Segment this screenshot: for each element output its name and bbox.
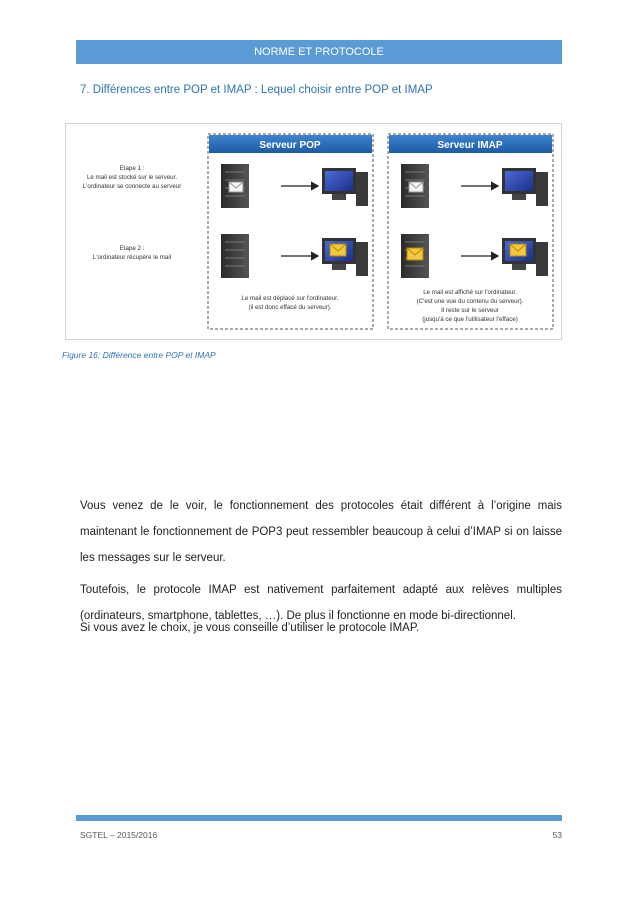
server-icon: [221, 234, 249, 278]
paragraph-2: Toutefois, le protocole IMAP est nativement parfaitement adapté aux relèves multiples (ordinateurs, smartphone, tablettes, …). De plus il fonctionne en mode bi-directionnel.: [80, 584, 562, 622]
pop-note-line: (il est donc effacé du serveur).: [248, 304, 332, 311]
envelope-icon: [330, 244, 346, 256]
pop-panel-title: Serveur POP: [259, 140, 321, 151]
imap-panel: [388, 134, 553, 329]
pop-note-line: Le mail est déplacé sur l'ordinateur.: [241, 295, 339, 302]
imap-note-line: Le mail est affiché sur l'ordinateur.: [423, 289, 517, 296]
figure-caption: Figure 16: Différence entre POP et IMAP: [62, 350, 216, 360]
header-bar: [76, 40, 562, 64]
step1-label: [83, 165, 182, 190]
envelope-icon: [407, 248, 423, 260]
step2-label: [93, 245, 171, 261]
step1-line: Etape 1 :: [119, 165, 145, 172]
footer-left-text: SGTEL – 2015/2016: [80, 830, 158, 840]
paragraph-1: Vous venez de le voir, le fonctionnement des protocoles était différent à l’origine mais maintenant le fonctionnement de POP3 peut ressembler beaucoup à celui d’IMAP si on laisse les messages sur le serveur.: [80, 500, 562, 564]
step1-line: Le mail est stocké sur le serveur.: [86, 174, 178, 181]
envelope-icon: [229, 182, 243, 192]
page-number: 53: [552, 830, 562, 840]
section-title: 7. Différences entre POP et IMAP : Lequel choisir entre POP et IMAP: [80, 84, 433, 96]
step2-line: L'ordinateur récupère le mail: [92, 254, 172, 261]
imap-panel-title: Serveur IMAP: [437, 140, 503, 151]
header-title: NORME ET PROTOCOLE: [254, 46, 384, 58]
step2-line: Etape 2 :: [119, 245, 145, 252]
pop-imap-figure: [65, 123, 562, 340]
paragraph-3: Si vous avez le choix, je vous conseille d’utiliser le protocole IMAP.: [80, 622, 420, 634]
imap-note-line: (jusqu'à ce que l'utilisateur l'efface): [422, 316, 518, 323]
step1-line: L'ordinateur se connecte au serveur: [82, 183, 182, 190]
imap-note-line: Il reste sur le serveur: [441, 307, 499, 314]
envelope-icon: [409, 182, 423, 192]
pop-panel: [208, 134, 373, 329]
imap-note-line: (C'est une vue du contenu du serveur).: [416, 298, 524, 305]
envelope-icon: [510, 244, 526, 256]
footer-bar: [76, 815, 562, 821]
